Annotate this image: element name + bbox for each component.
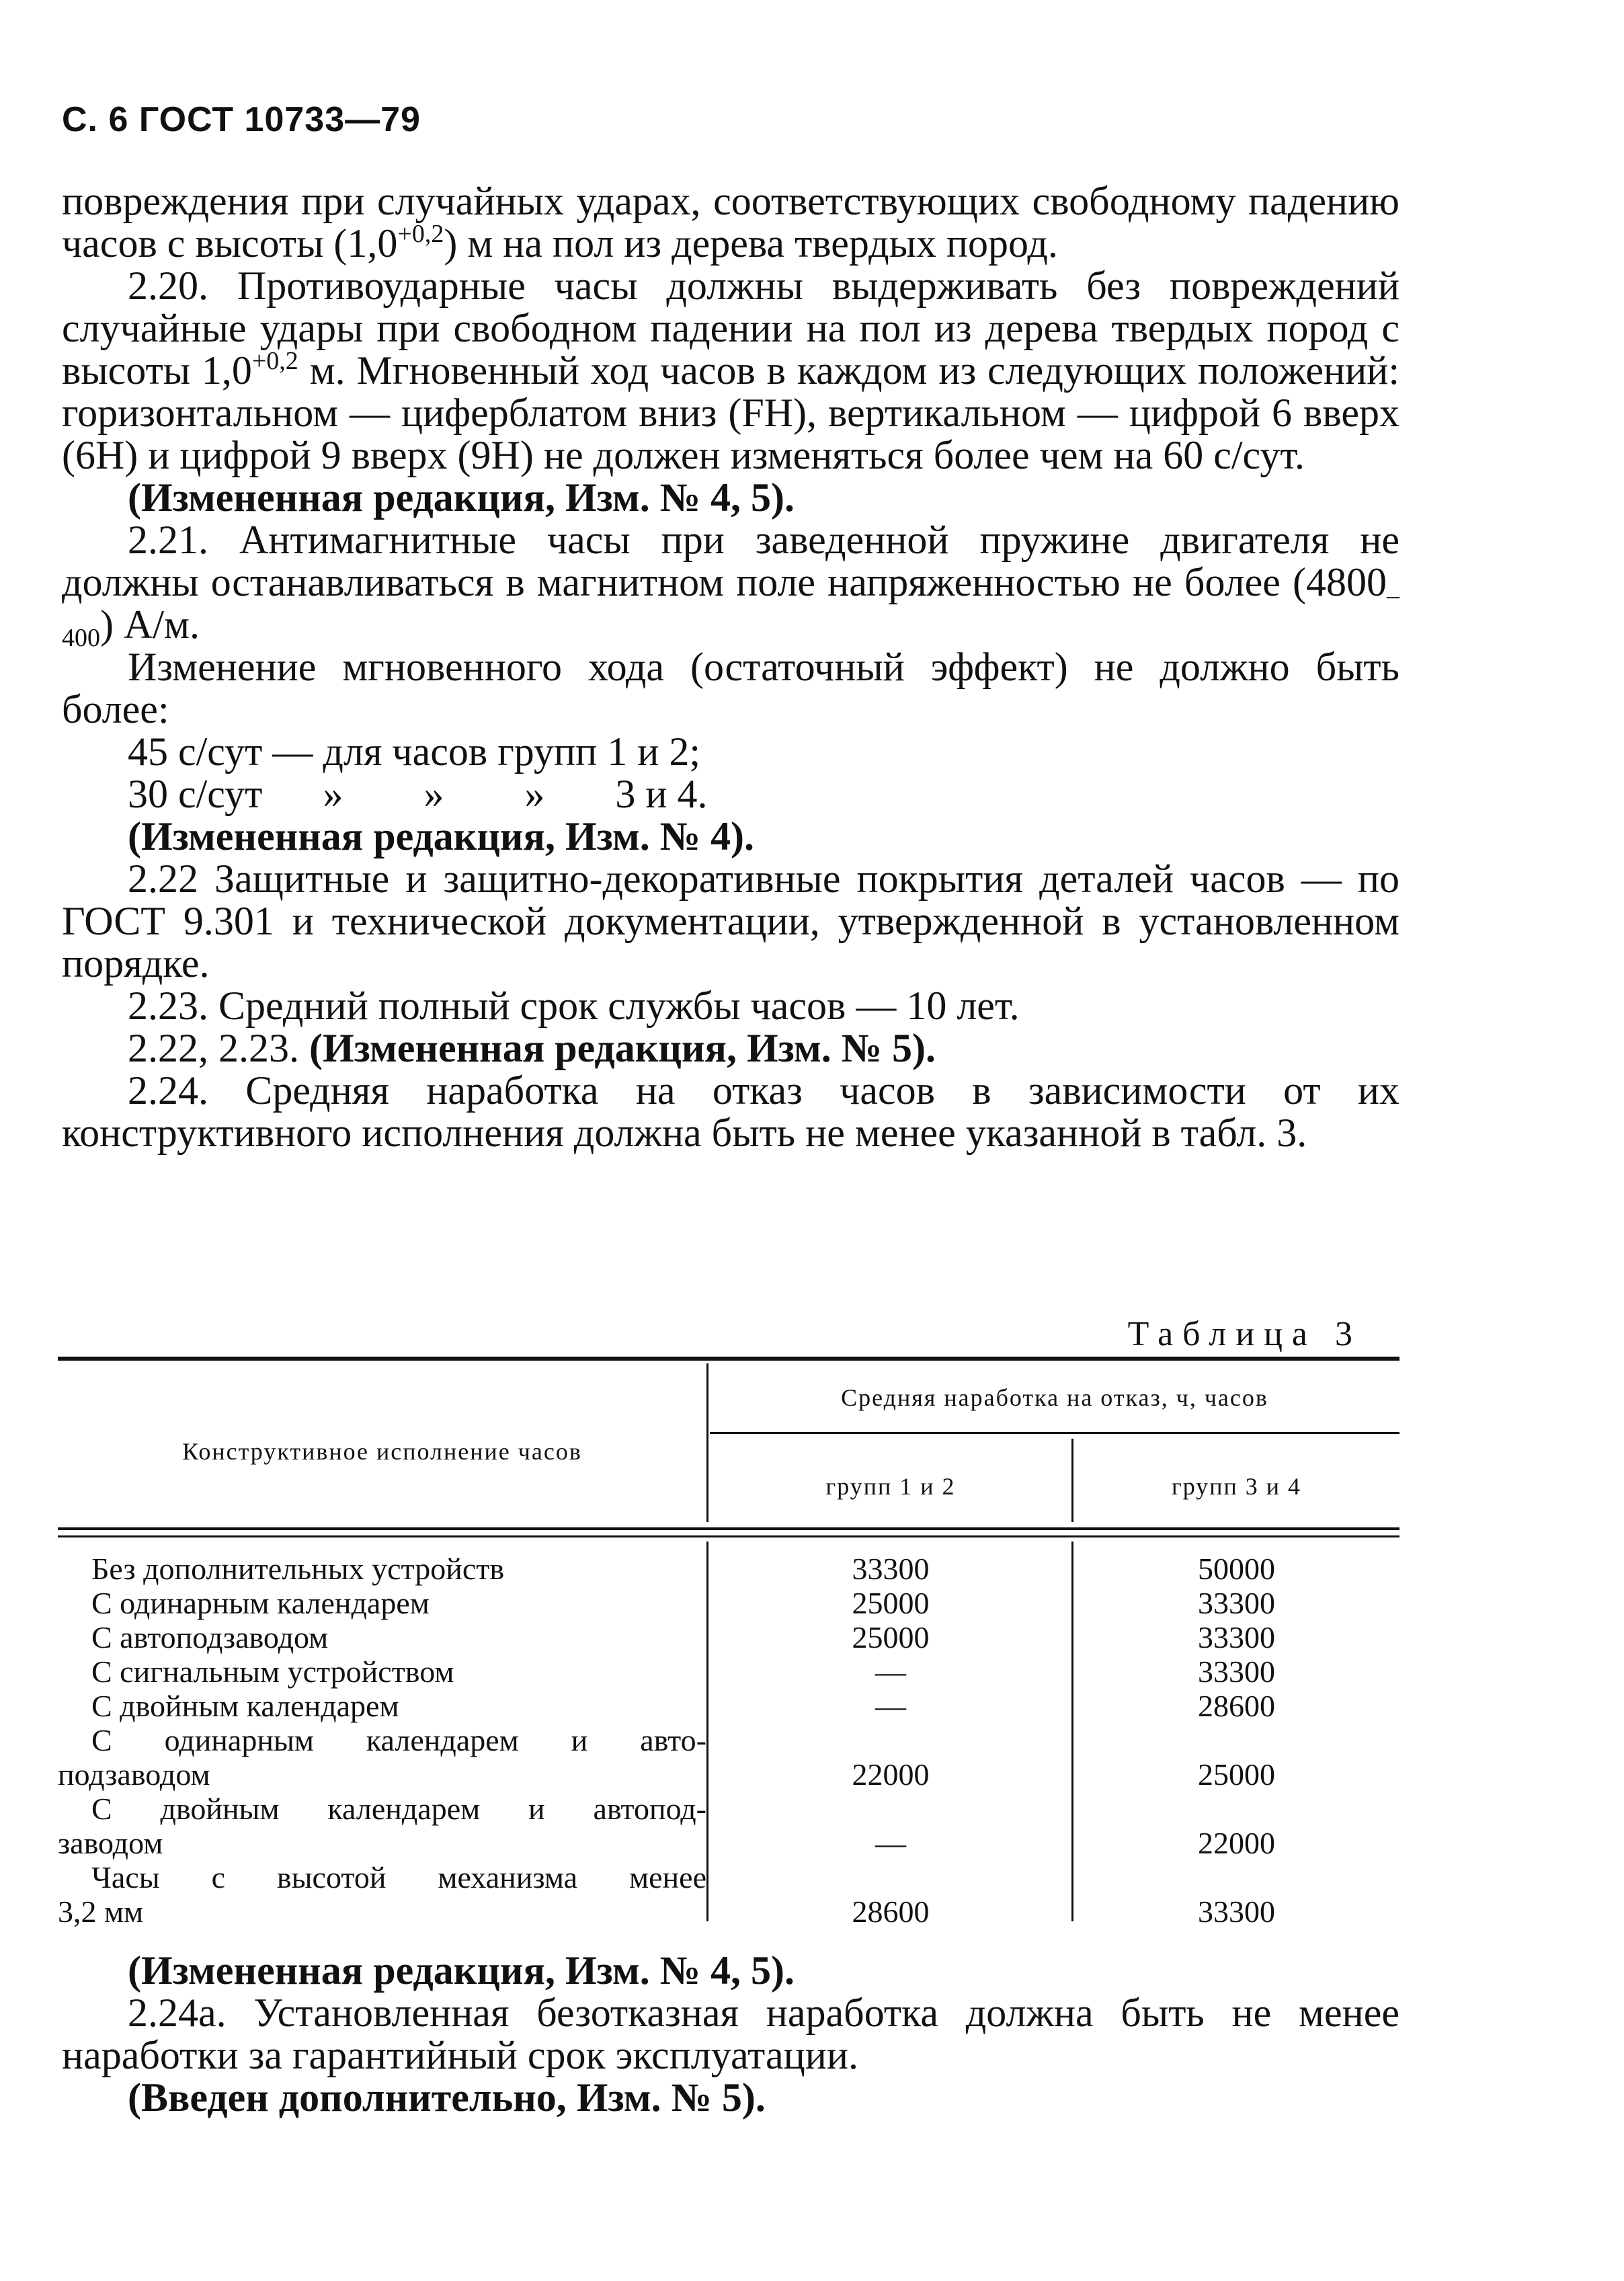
table-row: [58, 1586, 1399, 1620]
row-value: 33300: [1198, 1654, 1275, 1689]
table-rule: [710, 1432, 1399, 1434]
row-value: 22000: [1198, 1826, 1275, 1860]
row-label: С одинарным календарем: [91, 1586, 430, 1620]
paragraph-45: 45 с/сут — для часов групп 1 и 2;: [128, 729, 701, 774]
document-body: [62, 180, 1399, 1154]
amendment-note: (Измененная редакция, Изм. № 4).: [128, 814, 755, 858]
paragraph-2-22-2-23: 2.22, 2.23. (Измененная редакция, Изм. № 5).: [128, 1026, 936, 1070]
row-value: 22000: [852, 1757, 930, 1792]
paragraph-2-24a: 2.24а. Установленная безотказная наработка должна быть не менее наработки за гарантийный срок эксплуатации.: [62, 1991, 1399, 2077]
row-value: —: [875, 1654, 906, 1689]
row-value: 25000: [852, 1586, 930, 1620]
row-value: —: [875, 1689, 906, 1723]
table-row: [58, 1723, 1399, 1792]
row-label: Часы с высотой механизма менее 3,2 мм: [58, 1860, 706, 1929]
paragraph-2-22: 2.22 Защитные и защитно-декоративные покрытия деталей часов — по ГОСТ 9.301 и технической документации, утвержденной в установленном порядке.: [62, 856, 1399, 986]
column-header: Средняя наработка на отказ, ч, часов: [841, 1384, 1268, 1411]
row-value: 25000: [1198, 1757, 1275, 1792]
row-label: С двойным календарем и автопод- заводом: [58, 1792, 706, 1860]
page-header: С. 6 ГОСТ 10733—79: [62, 100, 421, 139]
table-rule: [706, 1363, 708, 1522]
row-value: 28600: [1198, 1689, 1275, 1723]
row-value: 33300: [852, 1552, 930, 1586]
row-value: 33300: [1198, 1620, 1275, 1654]
row-label: С двойным календарем: [91, 1689, 399, 1723]
table-caption: Таблица 3: [1127, 1315, 1362, 1353]
table-row: [58, 1620, 1399, 1654]
table-row: [58, 1792, 1399, 1860]
table-3: [58, 1357, 1399, 1929]
table-body: [58, 1552, 1399, 1929]
row-label: С автоподзаводом: [91, 1620, 329, 1654]
row-value: 28600: [852, 1894, 930, 1929]
column-header: Конструктивное исполнение часов: [182, 1438, 582, 1465]
paragraph-2-20: 2.20. Противоударные часы должны выдерживать без повреждений случайные удары при свободном падении на пол из дерева твердых пород с высоты $1,0^{+0,2}$ м. Мгновенный ход часов в каждом из следующих положений: горизонтальном — циферблатом вниз (FH), вертикальном — цифрой 6 вверх (6H) и цифрой 9 вверх (9H) не должен изменяться более чем на 60 с/сут.: [62, 264, 1399, 477]
table-row: [58, 1689, 1399, 1723]
paragraph-30: 30 с/сут » » » 3 и 4.: [128, 772, 708, 816]
row-value: —: [875, 1826, 906, 1860]
paragraph-change: Изменение мгновенного хода (остаточный эффект) не должно быть более:: [62, 645, 1399, 731]
row-value: 50000: [1198, 1552, 1275, 1586]
table-row: [58, 1654, 1399, 1689]
document-body-after-table: [62, 1950, 1399, 2119]
table-rule: [58, 1357, 1399, 1361]
amendment-note: (Измененная редакция, Изм. № 4, 5).: [128, 1948, 795, 1993]
column-header: групп 1 и 2: [825, 1473, 956, 1500]
table-row: [58, 1552, 1399, 1586]
paragraph-2-21: 2.21. Антимагнитные часы при заведенной пружине двигателя не должны останавливаться в магнитном поле напряженностью не более $(4800_{-400})$ А/м.: [62, 518, 1399, 652]
amendment-note: (Измененная редакция, Изм. № 4, 5).: [128, 475, 795, 520]
addition-note: (Введен дополнительно, Изм. № 5).: [128, 2075, 766, 2120]
table-rule: [58, 1527, 1399, 1530]
table-rule: [58, 1535, 1399, 1537]
row-label: С сигнальным устройством: [91, 1654, 454, 1689]
column-header: групп 3 и 4: [1171, 1473, 1302, 1500]
paragraph-continuation: повреждения при случайных ударах, соответствующих свободному падению часов с высоты $(1,0^{+0,2})$ м на пол из дерева твердых пород.: [62, 179, 1399, 266]
row-value: 33300: [1198, 1894, 1275, 1929]
row-value: 33300: [1198, 1586, 1275, 1620]
table-row: [58, 1860, 1399, 1929]
row-value: 25000: [852, 1620, 930, 1654]
paragraph-2-24: 2.24. Средняя наработка на отказ часов в зависимости от их конструктивного исполнения должна быть не менее указанной в табл. 3.: [62, 1068, 1399, 1155]
paragraph-2-23: 2.23. Средний полный срок службы часов — 10 лет.: [128, 984, 1020, 1028]
row-label: С одинарным календарем и авто- подзаводом: [58, 1723, 706, 1792]
row-label: Без дополнительных устройств: [91, 1552, 505, 1586]
